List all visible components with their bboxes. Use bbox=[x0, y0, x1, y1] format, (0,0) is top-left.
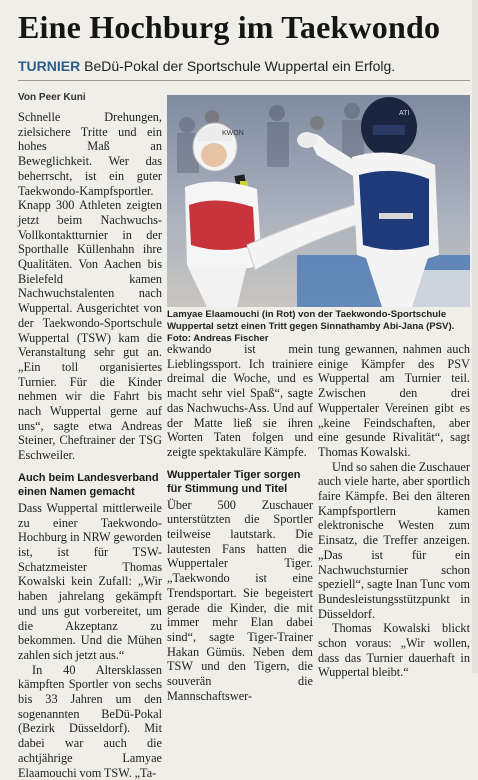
helmet-label: ATI bbox=[399, 110, 410, 117]
article-column-2 bbox=[167, 342, 313, 703]
paragraph: Und so sahen die Zuschauer auch viele harte, aber sportlich faire Kämpfe. Bei den älteren Kampfsportlern kamen elektronische Westen zum Einsatz, die Treffer anzeigen. „Das ist für ein Nachwuchsturnier schon speziell“, sagte Inan Tunc vom Bundesleistungsstützpunkt in Düsseldorf. bbox=[318, 459, 470, 621]
author-byline: Von Peer Kuni bbox=[18, 92, 86, 103]
paragraph: Dass Wuppertal mittlerweile zu einer Taekwondo-Hochburg in NRW geworden ist, ist für TSW-Schatzmeister Thomas Kowalski kein Zufall: „Wir haben jahrelang gekämpft und uns gut vorbereitet, um die Akzeptanz zu bekommen. Und die Mühen zahlen sich jetzt aus.“ bbox=[18, 500, 162, 662]
headline: Eine Hochburg im Taekwondo bbox=[18, 9, 441, 45]
taekwondo-fight-image bbox=[167, 95, 470, 307]
paragraph: Thomas Kowalski blickt schon voraus: „Wir wollen, dass das Turnier dauerhaft in Wuppertal bleibt.“ bbox=[318, 621, 470, 680]
paragraph: In 40 Altersklassen kämpften Sportler von sechs bis 33 Jahren um den sogenannten BeDü-Pokal (Bezirk Düsseldorf). Mit dabei war auch die achtjährige Lamyae Elaamouchi vom TSW. „Ta- bbox=[18, 662, 162, 780]
paragraph: Über 500 Zuschauer unterstützten die Sportler teilweise lautstark. Die lautesten Fans hatten die Wuppertaler Tiger. „Taekwondo ist eine Trendsportart. Sie begeistert gerade die Kinder, die mit immer mehr Elan dabei sind“, sagte Tiger-Trainer Hakan Gümüs. Neben dem TSW und den Tigern, die souverän die Mannschaftswer- bbox=[167, 497, 313, 703]
deck: BeDü-Pokal der Sportschule Wuppertal ein Erfolg. bbox=[84, 58, 396, 74]
deck-line bbox=[18, 57, 473, 75]
subheading: Auch beim Landesverband einen Namen gemacht bbox=[18, 471, 159, 498]
paragraph: Schnelle Drehungen, zielsichere Tritte und ein hohes Maß an Beweglichkeit. Wer das beherrscht, ist ein guter Taekwondo-Kampfsportler. Knapp 300 Athleten zeigten jetzt beim Nachwuchs-Vollkontaktturnier in der Sporthalle Küllenhahn ihre Qualitäten. Von Aachen bis Bielefeld kamen Nachwuchstalenten nach Wuppertal. Ausgerichtet von der Taekwondo-Sportschule Wuppertal (TSW) kam die Veranstaltung sehr gut an. „Ein toll organisiertes Turnier. Für die Kinder nehmen wir die Fahrt bis nach Wuppertal gerne auf uns“, sagte etwa Andreas Steiner, Cheftrainer der TSG Eschweiler. bbox=[18, 110, 162, 463]
article-column-1 bbox=[18, 110, 162, 780]
photo-caption: Lamyae Elaamouchi (in Rot) von der Taekwondo-Sportschule Wuppertal setzt einen Tritt gegen Sinnathamby Abi-Jana (PSV). Foto: Andreas Fischer bbox=[167, 309, 455, 344]
subheading: Wuppertaler Tiger sorgen für Stimmung und Titel bbox=[167, 468, 301, 495]
paragraph: ekwando ist mein Lieblingssport. Ich trainiere dreimal die Woche, und es macht sehr viel Spaß“, sagte das Nachwuchs-Ass. Und auf der Matte ließ sie ihren Worten Taten folgen und zeigte spektakuläre Kämpfe. bbox=[167, 342, 313, 459]
paragraph: tung gewannen, nahmen auch einige Kämpfer des PSV Wuppertal am Turnier teil. Zwischen den drei Wuppertaler Vereinen gibt es „keine Feindschaften, aber eine gesunde Rivalität“, sagt Thomas Kowalski. bbox=[318, 342, 470, 459]
page-edge bbox=[472, 0, 478, 673]
helmet-label: KWON bbox=[222, 130, 244, 137]
article-column-3 bbox=[318, 342, 470, 680]
kicker: TURNIER bbox=[18, 58, 81, 74]
article-photo bbox=[167, 95, 470, 307]
divider bbox=[18, 80, 470, 81]
